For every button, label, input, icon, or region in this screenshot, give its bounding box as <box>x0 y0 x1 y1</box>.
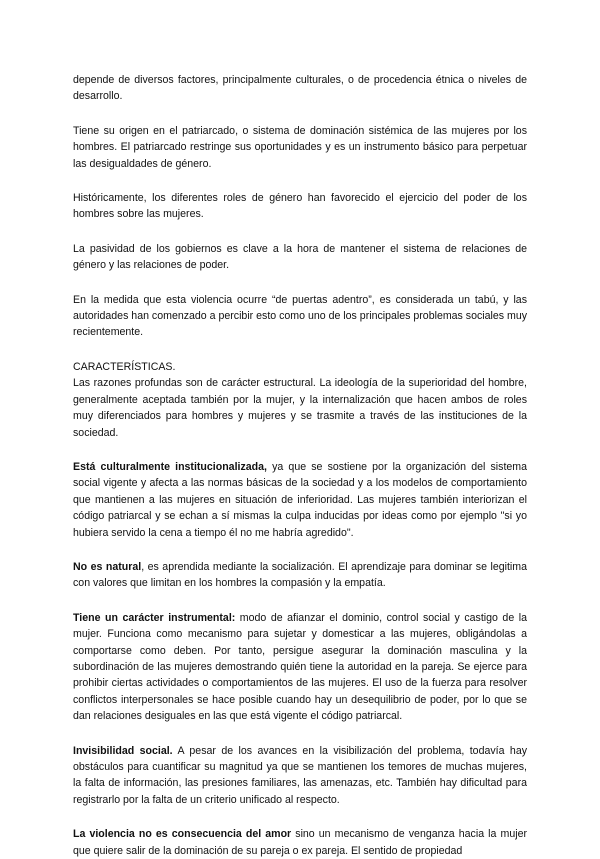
feature-paragraph <box>73 826 527 859</box>
feature-paragraph <box>73 610 527 725</box>
feature-title: Está culturalmente institucionalizada, <box>73 460 267 473</box>
feature-title: La violencia no es consecuencia del amor <box>73 828 292 841</box>
feature-title: Tiene un carácter instrumental: <box>73 611 236 624</box>
paragraph-governments: La pasividad de los gobiernos es clave a la hora de mantener el sistema de relaciones de género y las relaciones de poder. <box>73 242 527 272</box>
feature-text: modo de afianzar el dominio, control social y castigo de la mujer. Funciona como mecanismo para sujetar y domesticar a las mujeres, obligándolas a comportarse como deben. Por tanto, persigue asegurar la dominación masculina y la subordinación de las mujeres demostrando quién tiene la autoridad en la pareja. Se ejerce para prohibir ciertas actividades o comportamientos de las mujeres. El uso de la fuerza para resolver conflictos interpersonales se hace posible cuando hay un desequilibrio de poder, por lo que se dan relaciones desiguales en las que está vigente el código patriarcal. <box>73 611 527 723</box>
feature-paragraph <box>73 743 527 809</box>
feature-text: , es aprendida mediante la socialización. El aprendizaje para dominar se legitima con valores que limitan en los hombres la compasión y la empatía. <box>73 560 527 590</box>
feature-title: No es natural <box>73 560 142 573</box>
paragraph-taboo: En la medida que esta violencia ocurre “de puertas adentro”, es considerada un tabú, y las autoridades han comenzado a percibir esto como uno de los principales problemas sociales muy recientemente. <box>73 293 528 339</box>
feature-paragraph <box>73 559 527 592</box>
paragraph-origin: Tiene su origen en el patriarcado, o sistema de dominación sistémica de las mujeres por los hombres. El patriarcado restringe sus oportunidades y es un instrumento básico para perpetuar las desigualdades de género. <box>73 124 527 170</box>
feature-text: ya que se sostiene por la organización del sistema social vigente y afecta a las normas básicas de la sociedad y a los modelos de comportamiento que mantienen a las mujeres en situación de inferioridad. Las mujeres también interiorizan el código patriarcal y se echan a sí mismas la culpa inducidas por ideas como por ejemplo "si yo hubiera servido la cena a tiempo él no me habría agredido". <box>73 460 527 539</box>
paragraph-history: Históricamente, los diferentes roles de género han favorecido el ejercicio del poder de los hombres sobre las mujeres. <box>73 192 527 221</box>
section-intro: Las razones profundas son de carácter estructural. La ideología de la superioridad del hombre, generalmente aceptada también por la mujer, y la internalización que hacen ambos de roles muy diferenciados para hombres y mujeres y se trasmite a través de las instituciones de la sociedad. <box>73 377 527 439</box>
feature-title: Invisibilidad social. <box>73 744 173 757</box>
feature-text: A pesar de los avances en la visibilización del problema, todavía hay obstáculos para cuantificar su magnitud ya que se mantienen los temores de muchas mujeres, la falta de información, las presiones familiares, las amenazas, etc. También hay dificultad para registrarlo por la falta de un criterio unificado al respecto. <box>73 744 528 806</box>
paragraph-continuation: depende de diversos factores, principalmente culturales, o de procedencia étnica o niveles de desarrollo. <box>73 74 527 103</box>
feature-text: sino un mecanismo de venganza hacia la mujer que quiere salir de la dominación de su pareja o ex pareja. El sentido de propiedad <box>73 828 527 857</box>
section-heading: CARACTERÍSTICAS. <box>73 360 176 373</box>
feature-paragraph <box>73 459 527 541</box>
